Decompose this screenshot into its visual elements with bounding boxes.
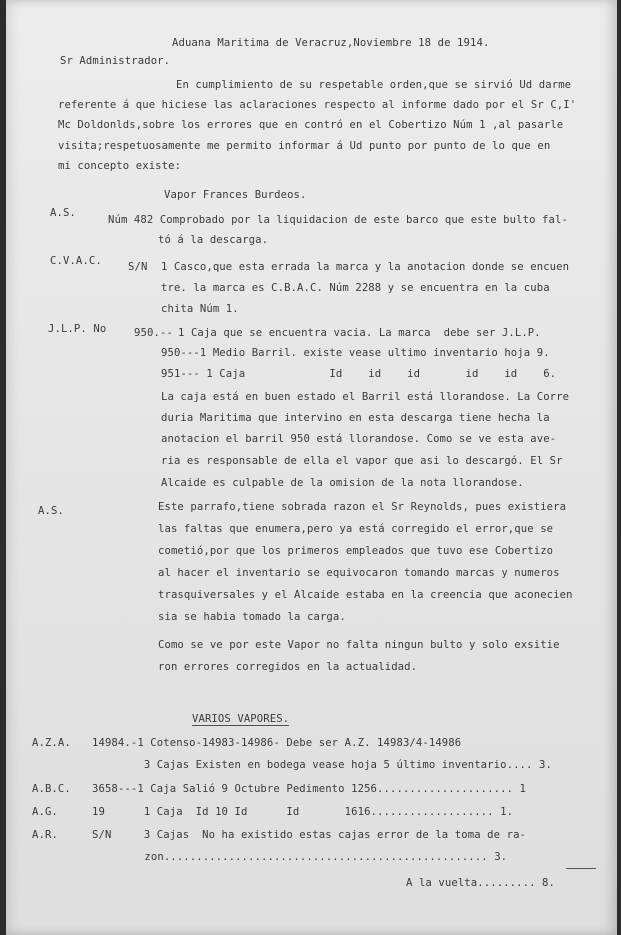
entry-mark: A.R. (32, 829, 58, 841)
entry-mark: A.S. (38, 505, 64, 517)
intro-line: visita;respetuosamente me permito informar á Ud punto por punto de lo que en (58, 140, 551, 152)
intro-line: Mc Doldonlds,sobre los errores que en contró en el Cobertizo Núm 1 ,al pasarle (58, 119, 564, 131)
document-page (6, 0, 617, 935)
entry-line: tre. la marca es C.B.A.C. Núm 2288 y se encuentra en la cuba (161, 282, 550, 294)
entry-line: al hacer el inventario se equivocaron tomando marcas y numeros (158, 567, 560, 579)
entry-line: Núm 482 Comprobado por la liquidacion de este barco que este bulto fal- (108, 214, 568, 226)
entry-line: La caja está en buen estado el Barril está llorandose. La Corre (161, 391, 570, 403)
place-date-line: Aduana Maritima de Veracruz,Noviembre 18 de 1914. (172, 37, 490, 49)
entry-line: ron errores corregidos en la actualidad. (158, 661, 418, 673)
entry-line: Como se ve por este Vapor no falta ningun bulto y solo exsitie (158, 639, 560, 651)
entry-line: Este parrafo,tiene sobrada razon el Sr Reynolds, pues existiera (158, 501, 567, 513)
entry-mark: C.V.A.C. (50, 255, 102, 267)
entry-line: 3658---1 Caja Salió 9 Octubre Pedimento 1256..................... 1 (92, 783, 527, 795)
entry-line: trasquiversales y el Alcaide estaba en la creencia que aconecien (158, 589, 573, 601)
entry-line: duria Maritima que intervino en esta descarga tiene hecha la (161, 412, 550, 424)
entry-number: S/N (128, 261, 148, 273)
entry-mark: A.S. (50, 207, 76, 219)
entry-line: zon.................................................. 3. (112, 851, 508, 863)
intro-line: En cumplimiento de su respetable orden,que se sirvió Ud darme (176, 79, 572, 91)
vessel-title: VARIOS VAPORES. (192, 713, 290, 725)
entry-line: 19 1 Caja Id 10 Id Id 1616................... 1. (92, 806, 514, 818)
entry-line: 14984.-1 Cotenso-14983-14986- Debe ser A.Z. 14983/4-14986 (92, 737, 462, 749)
carry-forward: A la vuelta......... 8. (406, 877, 555, 889)
entry-line: tó á la descarga. (158, 234, 269, 246)
entry-line: 1 Caja que se encuentra vacia. La marca debe ser J.L.P. (178, 327, 541, 339)
entry-line: sia se habia tomado la carga. (158, 611, 346, 623)
salutation: Sr Administrador. (60, 55, 171, 67)
entry-line: 950---1 Medio Barril. existe vease ultimo inventario hoja 9. (161, 347, 550, 359)
entry-line: 1 Casco,que esta errada la marca y la anotacion donde se encuen (161, 261, 570, 273)
entry-number: 950.-- (134, 327, 173, 339)
entry-mark: A.Z.A. (32, 737, 71, 749)
entry-line: Alcaide es culpable de la omision de la nota llorandose. (161, 477, 524, 489)
vessel-title: Vapor Frances Burdeos. (164, 189, 307, 201)
entry-line: 3 Cajas Existen en bodega vease hoja 5 último inventario.... 3. (92, 759, 552, 771)
entry-line: las faltas que enumera,pero ya está corregido el error,que se (158, 523, 554, 535)
total-rule (566, 868, 596, 869)
entry-mark: J.L.P. No (48, 323, 107, 335)
entry-line: anotacion el barril 950 está llorandose. Como se ve esta ave- (161, 433, 557, 445)
entry-line: cometió,por que los primeros empleados que tuvo ese Cobertizo (158, 545, 554, 557)
entry-line: 951--- 1 Caja Id id id id id 6. (161, 368, 557, 380)
entry-mark: A.B.C. (32, 783, 71, 795)
entry-mark: A.G. (32, 806, 58, 818)
entry-line: ria es responsable de ella el vapor que asi lo descargó. El Sr (161, 455, 563, 467)
intro-line: mi concepto existe: (58, 160, 182, 172)
entry-line: S/N 3 Cajas No ha existido estas cajas error de la toma de ra- (92, 829, 527, 841)
entry-line: chita Núm 1. (161, 303, 239, 315)
intro-line: referente á que hiciese las aclaraciones respecto al informe dado por el Sr C,I' (58, 99, 577, 111)
